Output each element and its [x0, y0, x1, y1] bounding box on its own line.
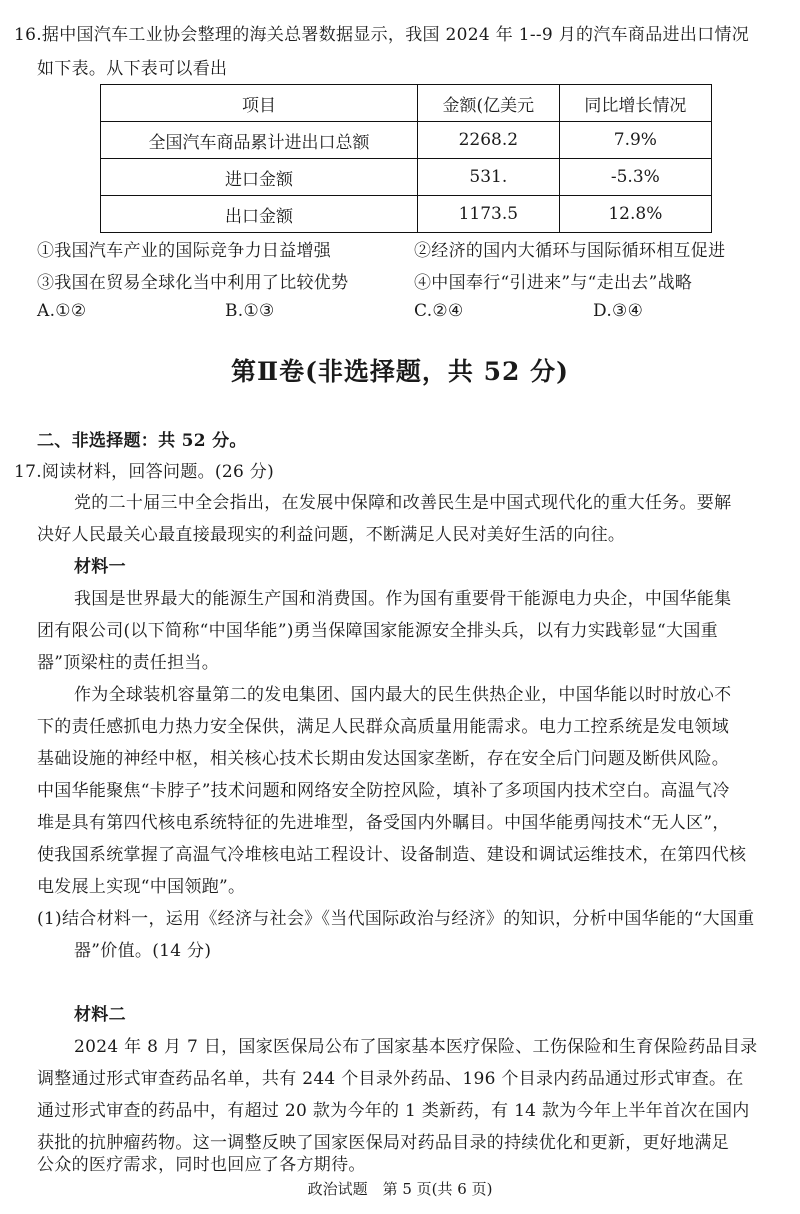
material1-p1-line-3: 器”顶梁柱的责任担当。 [37, 653, 219, 673]
q17-intro-line-2: 决好人民最关心最直接最现实的利益问题，不断满足人民对美好生活的向往。 [37, 525, 626, 545]
part-heading: 二、非选择题：共 52 分。 [37, 431, 247, 451]
material1-p2-line-2: 下的责任感抓电力热力安全保供，满足人民群众高质量用能需求。电力工控系统是发电领域 [37, 717, 729, 737]
q16-stem-line-1: 16.据中国汽车工业协会整理的海关总署数据显示，我国 2024 年 1--9 月的汽车商品进出口情况 [14, 25, 750, 45]
statement-3: ③我国在贸易全球化当中利用了比较优势 [37, 273, 349, 293]
table-cell: 531. [417, 159, 559, 196]
material1-p2-line-1: 作为全球装机容量第二的发电集团、国内最大的民生供热企业，中国华能以时时放心不 [74, 685, 732, 705]
table-cell: 出口金额 [101, 196, 418, 233]
table-cell: 2268.2 [417, 122, 559, 159]
table-row [101, 196, 712, 233]
table-cell: -5.3% [559, 159, 711, 196]
q16-stem-line-2: 如下表。从下表可以看出 [37, 59, 228, 79]
table-header-cell: 同比增长情况 [559, 85, 711, 122]
table-header-row [101, 85, 712, 122]
material2-line-2: 调整通过形式审查药品名单，共有 244 个目录外药品、196 个目录内药品通过形式审查。在 [37, 1069, 744, 1089]
table-cell: 7.9% [559, 122, 711, 159]
material1-p2-line-5: 堆是具有第四代核电系统特征的先进堆型，备受国内外瞩目。中国华能勇闯技术“无人区”， [37, 813, 730, 833]
table-cell: 1173.5 [417, 196, 559, 233]
q17-heading: 17.阅读材料，回答问题。(26 分) [14, 462, 275, 482]
material2-title: 材料二 [74, 1005, 126, 1025]
q17-sub1-line-1: (1)结合材料一，运用《经济与社会》《当代国际政治与经济》的知识，分析中国华能的“大国重 [37, 909, 755, 929]
material1-p2-line-7: 电发展上实现“中国领跑”。 [37, 877, 246, 897]
option-d: D.③④ [593, 301, 644, 321]
q17-sub1-line-2: 器”价值。(14 分) [74, 941, 212, 961]
table-row [101, 159, 712, 196]
table-header-cell: 金额(亿美元 [417, 85, 559, 122]
statement-1: ①我国汽车产业的国际竞争力日益增强 [37, 241, 332, 261]
table-header-cell: 项目 [101, 85, 418, 122]
option-b: B.①③ [225, 301, 275, 321]
table-row [101, 122, 712, 159]
material2-line-1: 2024 年 8 月 7 日，国家医保局公布了国家基本医疗保险、工伤保险和生育保险药品目录 [74, 1037, 758, 1057]
material1-p2-line-4: 中国华能聚焦“卡脖子”技术问题和网络安全防控风险，填补了多项国内技术空白。高温气冷 [37, 781, 730, 801]
table-cell: 全国汽车商品累计进出口总额 [101, 122, 418, 159]
material1-p2-line-6: 使我国系统掌握了高温气冷堆核电站工程设计、设备制造、建设和调试运维技术，在第四代核 [37, 845, 747, 865]
material2-line-3: 通过形式审查的药品中，有超过 20 款为今年的 1 类新药，有 14 款为今年上半年首次在国内 [37, 1101, 750, 1121]
auto-trade-table [100, 84, 712, 233]
statement-2: ②经济的国内大循环与国际循环相互促进 [414, 241, 726, 261]
material1-title: 材料一 [74, 557, 126, 577]
material1-p1-line-1: 我国是世界最大的能源生产国和消费国。作为国有重要骨干能源电力央企，中国华能集 [74, 589, 732, 609]
material2-line-4: 获批的抗肿瘤药物。这一调整反映了国家医保局对药品目录的持续优化和更新，更好地满足 [37, 1133, 729, 1153]
material1-p2-line-3: 基础设施的神经中枢，相关核心技术长期由发达国家垄断，存在安全后门问题及断供风险。 [37, 749, 729, 769]
option-a: A.①② [37, 301, 87, 321]
statement-4: ④中国奉行“引进来”与“走出去”战略 [414, 273, 693, 293]
table-cell: 12.8% [559, 196, 711, 233]
material1-p1-line-2: 团有限公司(以下简称“中国华能”)勇当保障国家能源安全排头兵，以有力实践彰显“大国重 [37, 621, 718, 641]
option-c: C.②④ [414, 301, 464, 321]
q17-intro-line-1: 党的二十届三中全会指出，在发展中保障和改善民生是中国式现代化的重大任务。要解 [74, 493, 732, 513]
material2-line-5: 公众的医疗需求，同时也回应了各方期待。 [37, 1155, 366, 1175]
table-cell: 进口金额 [101, 159, 418, 196]
page-footer: 政治试题 第 5 页(共 6 页) [307, 1180, 493, 1198]
section-title: 第Ⅱ卷(非选择题，共 52 分) [231, 357, 569, 386]
